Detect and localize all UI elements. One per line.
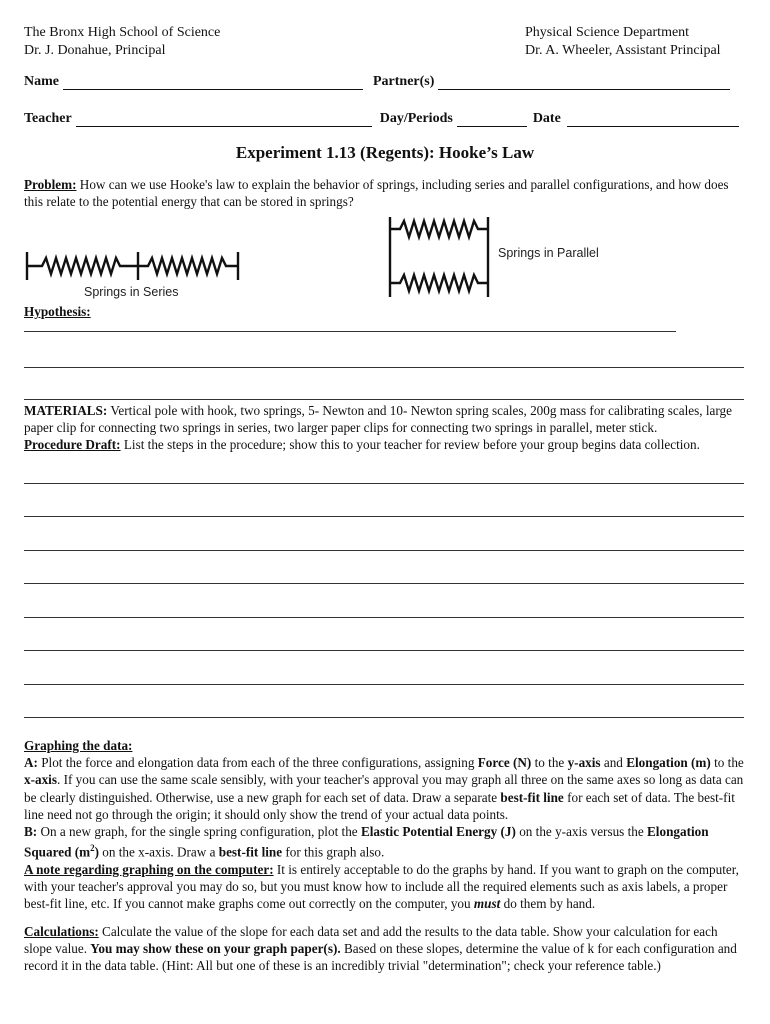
springs-series-figure xyxy=(22,240,252,304)
day-periods-field[interactable] xyxy=(457,112,527,127)
procedure-line-1[interactable] xyxy=(24,483,744,484)
date-field[interactable] xyxy=(567,112,739,127)
part-b-text: on the x-axis. Draw a xyxy=(98,844,219,860)
elongation-squared-close: ) xyxy=(94,844,99,860)
graphing-part-b xyxy=(24,823,748,861)
parallel-caption: Springs in Parallel xyxy=(498,246,599,260)
procedure-line-7[interactable] xyxy=(24,684,744,685)
elongation-term: Elongation (m) xyxy=(626,755,711,771)
header-right xyxy=(525,24,721,60)
procedure-label: Procedure Draft: xyxy=(24,437,121,452)
graphing-heading: Graphing the data: xyxy=(24,738,133,753)
computer-note-label: A note regarding graphing on the computer: xyxy=(24,861,274,877)
partners-field[interactable] xyxy=(438,75,730,90)
hypothesis-line-1[interactable] xyxy=(24,331,676,332)
procedure-line-4[interactable] xyxy=(24,583,744,584)
calculations-text: Calculate the value of the slope for each data set and add the results to the data table. Show your calculation for each slope value. xyxy=(24,924,718,957)
must-term: must xyxy=(473,896,501,912)
best-fit-term: best-fit line xyxy=(500,789,564,805)
part-b-label: B: xyxy=(24,824,38,840)
teacher-field[interactable] xyxy=(76,112,372,127)
force-term: Force (N) xyxy=(477,755,532,771)
hypothesis-label: Hypothesis: xyxy=(24,304,91,319)
part-a-text: Plot the force and elongation data from each of the three configurations, assigning xyxy=(37,755,478,771)
calculations-text: Based on these slopes, determine the value of k for each configuration and record it in the data table. (Hint: All but one of these is an incredibly trivial "determination"; check your reference table.) xyxy=(24,941,737,974)
school-name: The Bronx High School of Science xyxy=(24,25,221,40)
problem-text: How can we use Hooke's law to explain the behavior of springs, including series and parallel configurations, and how does this relate to the potential energy that can be stored in springs? xyxy=(24,177,729,210)
part-a-label: A: xyxy=(24,755,38,771)
part-a-text: and xyxy=(600,755,627,771)
procedure-line-8[interactable] xyxy=(24,717,744,718)
name-field[interactable] xyxy=(63,75,363,90)
header-left xyxy=(24,24,220,60)
part-a-text: for each set of data. The best-fit line need not go through the origin; it should only show the trend of your actual data points. xyxy=(24,789,735,822)
problem-paragraph xyxy=(24,176,748,210)
hypothesis-section xyxy=(24,303,748,320)
day-periods-label: Day/Periods xyxy=(379,111,453,126)
teacher-label: Teacher xyxy=(24,111,72,126)
procedure-line-3[interactable] xyxy=(24,550,744,551)
part-a-text: . If you can use the same scale sensibly, with your teacher's approval you may graph all three on the same axes so long as data can be clearly distinguished. Otherwise, use a new graph for each set of data. Draw a separate xyxy=(24,772,744,805)
procedure-line-6[interactable] xyxy=(24,650,744,651)
procedure-text: List the steps in the procedure; show this to your teacher for review before your group begins data collection. xyxy=(120,437,700,452)
elastic-potential-energy-term: Elastic Potential Energy (J) xyxy=(360,824,516,840)
part-b-text: for this graph also. xyxy=(282,844,385,860)
hypothesis-line-2[interactable] xyxy=(24,367,744,368)
springs-parallel-figure xyxy=(384,213,624,299)
department-name: Physical Science Department xyxy=(525,25,690,40)
squared-superscript: 2 xyxy=(90,843,95,854)
part-b-text: on the y-axis versus the xyxy=(515,824,648,840)
calculations-bold-text: You may show these on your graph paper(s). xyxy=(90,941,341,957)
materials-paragraph xyxy=(24,402,748,436)
problem-label: Problem: xyxy=(24,177,77,192)
part-a-text: to the xyxy=(710,755,744,771)
y-axis-term: y-axis xyxy=(567,755,601,771)
experiment-title: Experiment 1.13 (Regents): Hooke’s Law xyxy=(235,143,535,162)
part-b-text: On a new graph, for the single spring configuration, plot the xyxy=(37,824,361,840)
teacher-row xyxy=(24,111,746,127)
hypothesis-line-3[interactable] xyxy=(24,399,744,400)
elongation-squared-term: Elongation Squared (m xyxy=(24,824,709,860)
assistant-principal-name: Dr. A. Wheeler, Assistant Principal xyxy=(525,43,721,58)
computer-note-text: do them by hand. xyxy=(500,896,596,912)
partners-label: Partner(s) xyxy=(373,74,435,89)
name-partner-row xyxy=(24,74,746,90)
principal-name: Dr. J. Donahue, Principal xyxy=(24,43,166,58)
name-label: Name xyxy=(24,74,59,89)
procedure-line-5[interactable] xyxy=(24,617,744,618)
computer-note-text: It is entirely acceptable to do the graphs by hand. If you want to graph on the computer, with your teacher's approval you may do so, but you must know how to include all the required elements such as axis labels, a proper best-fit line, etc. If you cannot make graphs come out correctly on the computer, you xyxy=(24,861,739,912)
graphing-computer-note xyxy=(24,861,748,913)
best-fit-term: best-fit line xyxy=(218,844,283,860)
procedure-paragraph xyxy=(24,436,748,453)
materials-label: MATERIALS: xyxy=(24,403,108,418)
graphing-section xyxy=(24,737,748,912)
calculations-label: Calculations: xyxy=(24,924,99,939)
part-a-text: to the xyxy=(531,755,568,771)
materials-text: Vertical pole with hook, two springs, 5- Newton and 10- Newton spring scales, 200g mass for calibrating scales, large paper clip for connecting two springs in series, two larger paper clips for connecting two springs in parallel, meter stick. xyxy=(24,403,732,436)
date-label: Date xyxy=(532,111,561,126)
graphing-part-a xyxy=(24,754,748,823)
procedure-line-2[interactable] xyxy=(24,516,744,517)
x-axis-term: x-axis xyxy=(24,772,57,788)
series-caption: Springs in Series xyxy=(84,285,179,299)
calculations-paragraph xyxy=(24,923,748,975)
